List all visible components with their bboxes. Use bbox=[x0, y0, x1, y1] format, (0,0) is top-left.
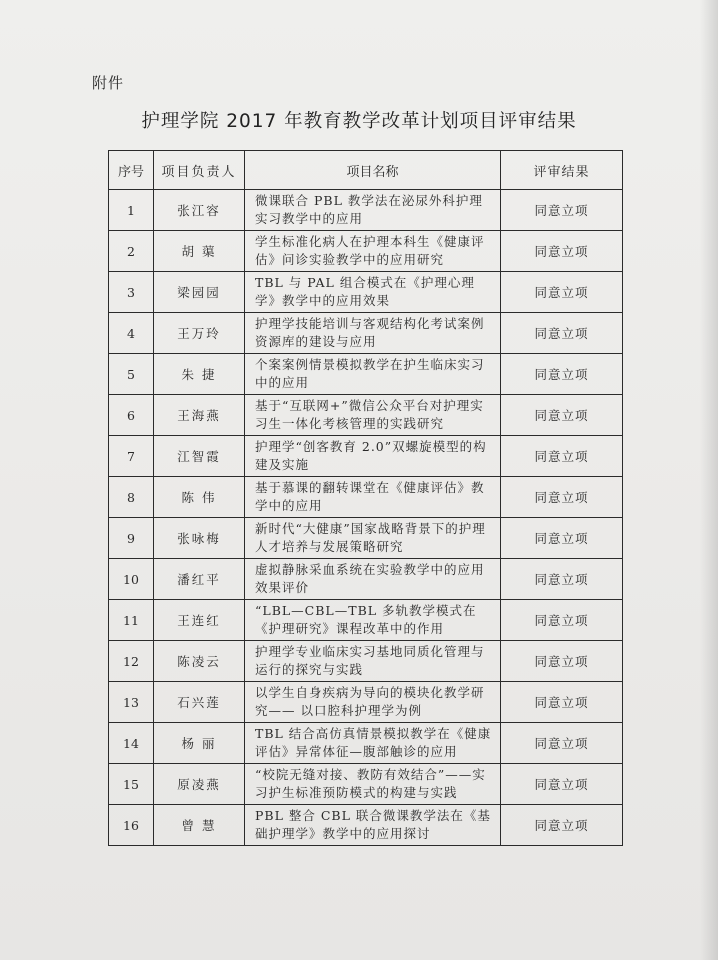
row-leader: 杨 丽 bbox=[154, 723, 245, 764]
row-result: 同意立项 bbox=[501, 600, 623, 641]
row-result: 同意立项 bbox=[501, 231, 623, 272]
row-number: 14 bbox=[109, 723, 154, 764]
document-title: 护理学院 2017 年教育教学改革计划项目评审结果 bbox=[141, 111, 577, 132]
table-row bbox=[109, 395, 623, 436]
row-number: 8 bbox=[109, 477, 154, 518]
attachment-label: 附件 bbox=[92, 74, 125, 92]
row-project-name: 基于“互联网+”微信公众平台对护理实习生一体化考核管理的实践研究 bbox=[255, 398, 484, 431]
row-project-cell bbox=[245, 641, 501, 682]
row-project-name: 虚拟静脉采血系统在实验教学中的应用效果评价 bbox=[255, 562, 485, 595]
row-project-cell bbox=[245, 764, 501, 805]
row-project-name: PBL 整合 CBL 联合微课教学法在《基础护理学》教学中的应用探讨 bbox=[255, 808, 491, 841]
row-project-cell bbox=[245, 723, 501, 764]
row-leader: 江智霞 bbox=[154, 436, 245, 477]
review-results-table bbox=[108, 150, 623, 846]
row-project-cell bbox=[245, 395, 501, 436]
header-result: 评审结果 bbox=[501, 151, 623, 190]
row-project-cell bbox=[245, 682, 501, 723]
row-project-name: 以学生自身疾病为导向的模块化教学研究—— 以口腔科护理学为例 bbox=[255, 685, 485, 718]
row-leader: 潘红平 bbox=[154, 559, 245, 600]
row-number: 13 bbox=[109, 682, 154, 723]
row-project-name: TBL 与 PAL 组合模式在《护理心理学》教学中的应用效果 bbox=[255, 275, 475, 308]
table-row bbox=[109, 436, 623, 477]
row-number: 2 bbox=[109, 231, 154, 272]
row-leader: 陈 伟 bbox=[154, 477, 245, 518]
row-result: 同意立项 bbox=[501, 764, 623, 805]
row-leader: 王万玲 bbox=[154, 313, 245, 354]
row-leader: 张咏梅 bbox=[154, 518, 245, 559]
row-project-name: 基于慕课的翻转课堂在《健康评估》教学中的应用 bbox=[255, 480, 485, 513]
row-project-cell bbox=[245, 313, 501, 354]
row-project-cell bbox=[245, 600, 501, 641]
table-row bbox=[109, 723, 623, 764]
table-header-row bbox=[109, 151, 623, 190]
table-row bbox=[109, 600, 623, 641]
row-project-name: 护理学专业临床实习基地同质化管理与运行的探究与实践 bbox=[255, 644, 485, 677]
table-row bbox=[109, 764, 623, 805]
row-number: 7 bbox=[109, 436, 154, 477]
row-number: 1 bbox=[109, 190, 154, 231]
header-number: 序号 bbox=[109, 151, 154, 190]
row-project-cell bbox=[245, 436, 501, 477]
row-number: 4 bbox=[109, 313, 154, 354]
row-result: 同意立项 bbox=[501, 354, 623, 395]
table-row bbox=[109, 641, 623, 682]
page-edge-shadow bbox=[700, 0, 718, 960]
row-result: 同意立项 bbox=[501, 436, 623, 477]
row-project-name: 个案案例情景模拟教学在护生临床实习中的应用 bbox=[255, 357, 485, 390]
table-row bbox=[109, 313, 623, 354]
row-project-cell bbox=[245, 518, 501, 559]
row-result: 同意立项 bbox=[501, 313, 623, 354]
row-result: 同意立项 bbox=[501, 723, 623, 764]
row-project-cell bbox=[245, 559, 501, 600]
row-project-cell bbox=[245, 231, 501, 272]
table-row bbox=[109, 805, 623, 846]
row-project-name: “校院无缝对接、教防有效结合”——实习护生标准预防模式的构建与实践 bbox=[255, 767, 486, 800]
row-number: 12 bbox=[109, 641, 154, 682]
table-row bbox=[109, 231, 623, 272]
row-project-name: 新时代“大健康”国家战略背景下的护理人才培养与发展策略研究 bbox=[255, 521, 486, 554]
row-result: 同意立项 bbox=[501, 477, 623, 518]
row-project-name: TBL 结合高仿真情景模拟教学在《健康评估》异常体征—腹部触诊的应用 bbox=[255, 726, 492, 759]
table-row bbox=[109, 354, 623, 395]
row-project-cell bbox=[245, 477, 501, 518]
row-leader: 陈凌云 bbox=[154, 641, 245, 682]
row-number: 5 bbox=[109, 354, 154, 395]
row-leader: 王海燕 bbox=[154, 395, 245, 436]
row-leader: 原凌燕 bbox=[154, 764, 245, 805]
row-number: 15 bbox=[109, 764, 154, 805]
row-project-name: 学生标准化病人在护理本科生《健康评估》问诊实验教学中的应用研究 bbox=[255, 234, 485, 267]
row-leader: 胡 蕖 bbox=[154, 231, 245, 272]
row-leader: 梁园园 bbox=[154, 272, 245, 313]
row-project-name: “LBL—CBL—TBL 多轨教学模式在《护理研究》课程改革中的作用 bbox=[255, 603, 477, 636]
row-result: 同意立项 bbox=[501, 190, 623, 231]
row-number: 9 bbox=[109, 518, 154, 559]
row-leader: 曾 慧 bbox=[154, 805, 245, 846]
row-result: 同意立项 bbox=[501, 641, 623, 682]
table-row bbox=[109, 190, 623, 231]
row-number: 6 bbox=[109, 395, 154, 436]
row-project-cell bbox=[245, 272, 501, 313]
table-body bbox=[109, 190, 623, 846]
row-result: 同意立项 bbox=[501, 559, 623, 600]
table-row bbox=[109, 518, 623, 559]
table-row bbox=[109, 682, 623, 723]
header-leader: 项目负责人 bbox=[154, 151, 245, 190]
row-result: 同意立项 bbox=[501, 518, 623, 559]
header-project-name: 项目名称 bbox=[245, 151, 501, 190]
row-leader: 张江容 bbox=[154, 190, 245, 231]
row-number: 11 bbox=[109, 600, 154, 641]
row-number: 16 bbox=[109, 805, 154, 846]
table-row bbox=[109, 272, 623, 313]
row-project-cell bbox=[245, 354, 501, 395]
table-row bbox=[109, 559, 623, 600]
row-project-cell bbox=[245, 190, 501, 231]
table-row bbox=[109, 477, 623, 518]
row-result: 同意立项 bbox=[501, 805, 623, 846]
row-result: 同意立项 bbox=[501, 682, 623, 723]
row-number: 10 bbox=[109, 559, 154, 600]
row-project-cell bbox=[245, 805, 501, 846]
row-number: 3 bbox=[109, 272, 154, 313]
row-result: 同意立项 bbox=[501, 272, 623, 313]
row-leader: 王连红 bbox=[154, 600, 245, 641]
row-leader: 朱 捷 bbox=[154, 354, 245, 395]
row-project-name: 护理学技能培训与客观结构化考试案例资源库的建设与应用 bbox=[255, 316, 485, 349]
row-project-name: 护理学“创客教育 2.0”双螺旋模型的构建及实施 bbox=[255, 439, 487, 472]
row-result: 同意立项 bbox=[501, 395, 623, 436]
row-leader: 石兴莲 bbox=[154, 682, 245, 723]
row-project-name: 微课联合 PBL 教学法在泌尿外科护理实习教学中的应用 bbox=[255, 193, 483, 226]
